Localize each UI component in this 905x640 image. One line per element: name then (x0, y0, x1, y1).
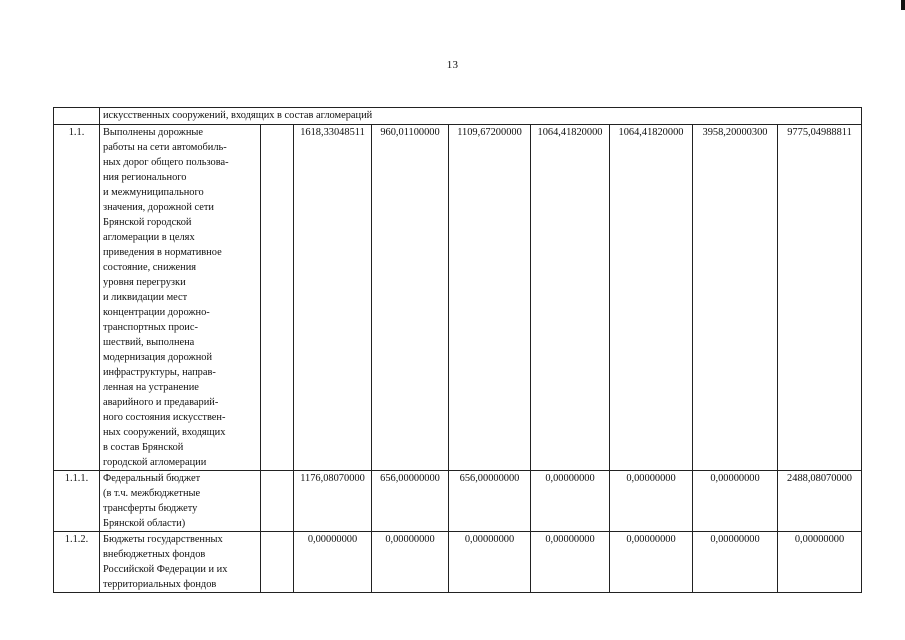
row-name-line: ния регионального (103, 172, 187, 183)
row-name-line: уровня перегрузки (103, 277, 186, 288)
row-name-line: Российской Федерации и их (103, 564, 228, 575)
row-name-line: и межмуниципального (103, 187, 204, 198)
table-cell: 1618,33048511 (294, 125, 372, 471)
table-cell: 0,00000000 (372, 532, 449, 593)
table-cell: 0,00000000 (693, 532, 778, 593)
continuation-index-cell (54, 108, 100, 125)
continuation-row (54, 108, 862, 125)
row-name-line: Брянской области) (103, 518, 186, 529)
continuation-text: искусственных сооружений, входящих в состав агломераций (100, 108, 862, 125)
row-name-line: работы на сети автомобиль- (103, 142, 227, 153)
row-name (100, 532, 261, 593)
row-name-line: Брянской городской (103, 217, 192, 228)
table-cell: 1064,41820000 (531, 125, 610, 471)
budget-table (53, 107, 862, 593)
table-cell: 3958,20000300 (693, 125, 778, 471)
table-cell: 0,00000000 (610, 532, 693, 593)
row-name-line: ленная на устранение (103, 382, 199, 393)
row-name-line: значения, дорожной сети (103, 202, 214, 213)
row-name-line: транспортных проис- (103, 322, 198, 333)
row-name-line: (в т.ч. межбюджетные (103, 488, 201, 499)
table-cell: 0,00000000 (531, 532, 610, 593)
row-name-line: аварийного и предаварий- (103, 397, 219, 408)
row-name-line: городской агломерации (103, 457, 207, 468)
table-cell: 1064,41820000 (610, 125, 693, 471)
table-cell: 0,00000000 (449, 532, 531, 593)
table-cell: 656,00000000 (449, 471, 531, 532)
table-cell: 1109,67200000 (449, 125, 531, 471)
table-cell: 2488,08070000 (778, 471, 862, 532)
row-name (100, 471, 261, 532)
row-name-line: Бюджеты государственных (103, 534, 223, 545)
row-name-line: приведения в нормативное (103, 247, 222, 258)
table-row (54, 471, 862, 532)
row-name-line: агломерации в целях (103, 232, 195, 243)
page-edge-mark (901, 0, 905, 10)
row-index: 1.1.1. (54, 471, 100, 532)
row-name-line: инфраструктуры, направ- (103, 367, 216, 378)
table-cell: 0,00000000 (531, 471, 610, 532)
row-name-line: модернизация дорожной (103, 352, 213, 363)
table-row (54, 125, 862, 471)
row-name-line: концентрации дорожно- (103, 307, 210, 318)
row-name-line: в состав Брянской (103, 442, 184, 453)
row-name-line: ных дорог общего пользова- (103, 157, 229, 168)
row-name-line: территориальных фондов (103, 579, 217, 590)
table-cell: 0,00000000 (778, 532, 862, 593)
row-name-line: состояние, снижения (103, 262, 197, 273)
table-row (54, 532, 862, 593)
table-cell: 960,01100000 (372, 125, 449, 471)
table-cell: 9775,04988811 (778, 125, 862, 471)
row-name-line: трансферты бюджету (103, 503, 198, 514)
row-name-line: и ликвидации мест (103, 292, 188, 303)
table-cell: 1176,08070000 (294, 471, 372, 532)
row-name-line: шествий, выполнена (103, 337, 195, 348)
table-cell: 0,00000000 (294, 532, 372, 593)
table-cell: 0,00000000 (693, 471, 778, 532)
row-code (261, 471, 294, 532)
row-code (261, 125, 294, 471)
row-name-line: ного состояния искусствен- (103, 412, 226, 423)
page-number: 13 (446, 59, 459, 71)
row-code (261, 532, 294, 593)
row-index: 1.1. (54, 125, 100, 471)
row-name-line: внебюджетных фондов (103, 549, 206, 560)
row-name-line: ных сооружений, входящих (103, 427, 226, 438)
row-index: 1.1.2. (54, 532, 100, 593)
row-name-line: Федеральный бюджет (103, 473, 201, 484)
row-name (100, 125, 261, 471)
table-cell: 0,00000000 (610, 471, 693, 532)
row-name-line: Выполнены дорожные (103, 127, 203, 138)
table-cell: 656,00000000 (372, 471, 449, 532)
